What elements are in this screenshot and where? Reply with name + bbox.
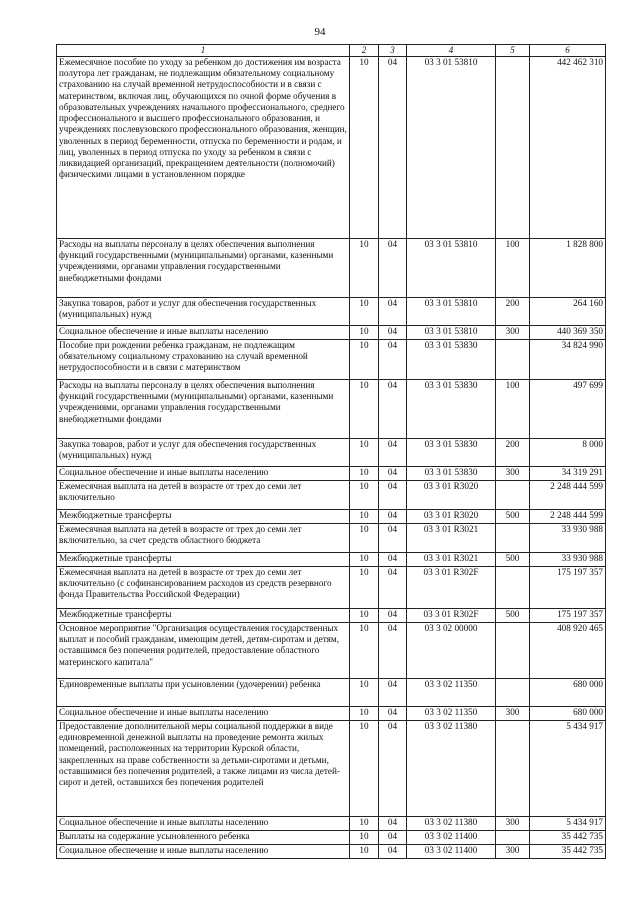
row-subsection: 04	[379, 721, 407, 817]
row-expense-type: 500	[496, 609, 530, 623]
row-target-code: 03 3 02 11380	[407, 817, 496, 831]
row-target-code: 03 3 02 00000	[407, 623, 496, 679]
row-section: 10	[350, 831, 379, 845]
row-name: Социальное обеспечение и иные выплаты населению	[57, 326, 350, 340]
row-section: 10	[350, 845, 379, 859]
row-name: Ежемесячное пособие по уходу за ребенком до достижения им возраста полутора лет гражданам, не подлежащим обязательному социальному страхованию на случай временной нетрудоспособности и в связи с материнством, включая лиц, обучающихся по очной форме обучения в образовательных учреждениях начального профессионального, среднего профессионального и высшего профессионального образования, и учреждениях послевузовского профессионального образования, женщин, уволенных в период беременности, отпуска по беременности и родам, и лиц, уволенных в период отпуска по уходу за ребенком в связи с ликвидацией организаций, прекращением деятельности (полномочий) физическими лицами в установленном порядке	[57, 57, 350, 239]
row-section: 10	[350, 481, 379, 510]
row-expense-type: 300	[496, 845, 530, 859]
row-section: 10	[350, 721, 379, 817]
row-target-code: 03 3 02 11350	[407, 679, 496, 707]
page-number: 94	[314, 26, 326, 38]
row-expense-type	[496, 481, 530, 510]
table-row	[57, 609, 606, 623]
table-row	[57, 57, 606, 239]
row-target-code: 03 3 02 11400	[407, 831, 496, 845]
row-expense-type	[496, 340, 530, 380]
row-name: Предоставление дополнительной меры социальной поддержки в виде единовременной денежной выплаты на проведение ремонта жилых помещений, расположенных на территории Курской области, закрепленных на праве собственности за детьми-сиротами и детьми, оставшимися без попечения родителей, а также лицами из числа детей-сирот и детей, оставшихся без попечения родителей	[57, 721, 350, 817]
row-expense-type	[496, 679, 530, 707]
row-name: Расходы на выплаты персоналу в целях обеспечения выполнения функций государственными (муниципальными) органами, казенными учреждениями, органами управления государственными внебюджетными фондами	[57, 380, 350, 439]
row-expense-type: 300	[496, 707, 530, 721]
row-amount: 8 000	[530, 439, 606, 467]
row-section: 10	[350, 553, 379, 567]
row-expense-type: 100	[496, 239, 530, 298]
row-section: 10	[350, 57, 379, 239]
row-expense-type	[496, 831, 530, 845]
row-amount: 5 434 917	[530, 817, 606, 831]
row-target-code: 03 3 02 11400	[407, 845, 496, 859]
row-expense-type: 300	[496, 326, 530, 340]
row-section: 10	[350, 380, 379, 439]
table-row	[57, 481, 606, 510]
row-subsection: 04	[379, 239, 407, 298]
row-amount: 1 828 800	[530, 239, 606, 298]
table-row	[57, 326, 606, 340]
row-amount: 497 699	[530, 380, 606, 439]
row-name: Межбюджетные трансферты	[57, 510, 350, 524]
budget-table	[56, 44, 606, 859]
row-amount: 34 319 291	[530, 467, 606, 481]
row-section: 10	[350, 326, 379, 340]
row-subsection: 04	[379, 831, 407, 845]
table-row	[57, 845, 606, 859]
row-expense-type	[496, 567, 530, 609]
row-subsection: 04	[379, 524, 407, 553]
row-name: Закупка товаров, работ и услуг для обеспечения государственных (муниципальных) нужд	[57, 439, 350, 467]
table-row	[57, 510, 606, 524]
row-name: Межбюджетные трансферты	[57, 553, 350, 567]
table-row	[57, 817, 606, 831]
column-header: 2	[350, 45, 379, 57]
row-subsection: 04	[379, 609, 407, 623]
row-section: 10	[350, 439, 379, 467]
row-subsection: 04	[379, 817, 407, 831]
row-name: Социальное обеспечение и иные выплаты населению	[57, 845, 350, 859]
row-name: Выплаты на содержание усыновленного ребенка	[57, 831, 350, 845]
row-subsection: 04	[379, 510, 407, 524]
table-row	[57, 721, 606, 817]
row-name: Основное мероприятие "Организация осуществления государственных выплат и пособий гражданам, имеющим детей, детям-сиротам и детям, оставшимся без попечения родителей, предоставление областного материнского капитала"	[57, 623, 350, 679]
row-target-code: 03 3 02 11350	[407, 707, 496, 721]
table-row	[57, 553, 606, 567]
table-row	[57, 707, 606, 721]
row-target-code: 03 3 01 R3020	[407, 510, 496, 524]
row-target-code: 03 3 01 53830	[407, 380, 496, 439]
row-section: 10	[350, 817, 379, 831]
row-section: 10	[350, 609, 379, 623]
row-section: 10	[350, 510, 379, 524]
table-row	[57, 298, 606, 326]
row-expense-type: 300	[496, 467, 530, 481]
column-header: 3	[379, 45, 407, 57]
row-expense-type	[496, 623, 530, 679]
row-target-code: 03 3 01 53810	[407, 239, 496, 298]
row-amount: 35 442 735	[530, 845, 606, 859]
row-name: Расходы на выплаты персоналу в целях обеспечения выполнения функций государственными (муниципальными) органами, казенными учреждениями, органами управления государственными внебюджетными фондами	[57, 239, 350, 298]
row-subsection: 04	[379, 467, 407, 481]
row-amount: 2 248 444 599	[530, 481, 606, 510]
row-section: 10	[350, 467, 379, 481]
row-target-code: 03 3 01 R302F	[407, 567, 496, 609]
row-expense-type: 500	[496, 510, 530, 524]
row-section: 10	[350, 567, 379, 609]
row-amount: 175 197 357	[530, 609, 606, 623]
row-target-code: 03 3 01 R3020	[407, 481, 496, 510]
row-expense-type: 100	[496, 380, 530, 439]
row-subsection: 04	[379, 567, 407, 609]
row-name: Ежемесячная выплата на детей в возрасте от трех до семи лет включительно, за счет средств областного бюджета	[57, 524, 350, 553]
row-subsection: 04	[379, 679, 407, 707]
column-header: 6	[530, 45, 606, 57]
row-target-code: 03 3 02 11380	[407, 721, 496, 817]
row-subsection: 04	[379, 481, 407, 510]
row-expense-type: 300	[496, 817, 530, 831]
row-expense-type	[496, 721, 530, 817]
table-row	[57, 679, 606, 707]
row-name: Пособие при рождении ребенка гражданам, не подлежащим обязательному социальному страхованию на случай временной нетрудоспособности и в связи с материнством	[57, 340, 350, 380]
row-amount: 34 824 990	[530, 340, 606, 380]
row-section: 10	[350, 239, 379, 298]
column-header: 5	[496, 45, 530, 57]
row-target-code: 03 3 01 R3021	[407, 524, 496, 553]
row-subsection: 04	[379, 57, 407, 239]
row-subsection: 04	[379, 340, 407, 380]
row-subsection: 04	[379, 553, 407, 567]
row-target-code: 03 3 01 53810	[407, 326, 496, 340]
row-amount: 35 442 735	[530, 831, 606, 845]
row-target-code: 03 3 01 53830	[407, 467, 496, 481]
row-name: Социальное обеспечение и иные выплаты населению	[57, 707, 350, 721]
row-name: Ежемесячная выплата на детей в возрасте от трех до семи лет включительно	[57, 481, 350, 510]
row-amount: 680 000	[530, 679, 606, 707]
row-name: Закупка товаров, работ и услуг для обеспечения государственных (муниципальных) нужд	[57, 298, 350, 326]
row-section: 10	[350, 298, 379, 326]
row-section: 10	[350, 524, 379, 553]
row-subsection: 04	[379, 439, 407, 467]
row-name: Ежемесячная выплата на детей в возрасте от трех до семи лет включительно (с софинансированием расходов из средств резервного фонда Правительства Российской Федерации)	[57, 567, 350, 609]
table-row	[57, 239, 606, 298]
row-amount: 680 000	[530, 707, 606, 721]
row-target-code: 03 3 01 53810	[407, 57, 496, 239]
row-target-code: 03 3 01 53810	[407, 298, 496, 326]
row-name: Социальное обеспечение и иные выплаты населению	[57, 817, 350, 831]
row-subsection: 04	[379, 707, 407, 721]
row-expense-type: 500	[496, 553, 530, 567]
row-section: 10	[350, 707, 379, 721]
table-header-row	[57, 45, 606, 57]
row-subsection: 04	[379, 623, 407, 679]
row-section: 10	[350, 679, 379, 707]
row-subsection: 04	[379, 326, 407, 340]
row-section: 10	[350, 623, 379, 679]
row-amount: 5 434 917	[530, 721, 606, 817]
table-row	[57, 524, 606, 553]
row-amount: 175 197 357	[530, 567, 606, 609]
row-target-code: 03 3 01 53830	[407, 340, 496, 380]
row-amount: 440 369 350	[530, 326, 606, 340]
row-amount: 33 930 988	[530, 553, 606, 567]
row-amount: 33 930 988	[530, 524, 606, 553]
row-expense-type: 200	[496, 439, 530, 467]
column-header: 4	[407, 45, 496, 57]
row-amount: 264 160	[530, 298, 606, 326]
row-target-code: 03 3 01 R302F	[407, 609, 496, 623]
row-amount: 442 462 310	[530, 57, 606, 239]
column-header: 1	[57, 45, 350, 57]
row-subsection: 04	[379, 845, 407, 859]
row-section: 10	[350, 340, 379, 380]
table-row	[57, 439, 606, 467]
row-target-code: 03 3 01 53830	[407, 439, 496, 467]
row-name: Единовременные выплаты при усыновлении (удочерении) ребенка	[57, 679, 350, 707]
row-amount: 408 920 465	[530, 623, 606, 679]
table-row	[57, 567, 606, 609]
row-subsection: 04	[379, 298, 407, 326]
row-name: Социальное обеспечение и иные выплаты населению	[57, 467, 350, 481]
row-expense-type	[496, 524, 530, 553]
table-row	[57, 623, 606, 679]
row-name: Межбюджетные трансферты	[57, 609, 350, 623]
row-expense-type: 200	[496, 298, 530, 326]
row-amount: 2 248 444 599	[530, 510, 606, 524]
table-row	[57, 831, 606, 845]
row-subsection: 04	[379, 380, 407, 439]
row-expense-type	[496, 57, 530, 239]
table-row	[57, 340, 606, 380]
row-target-code: 03 3 01 R3021	[407, 553, 496, 567]
table-row	[57, 380, 606, 439]
table-row	[57, 467, 606, 481]
